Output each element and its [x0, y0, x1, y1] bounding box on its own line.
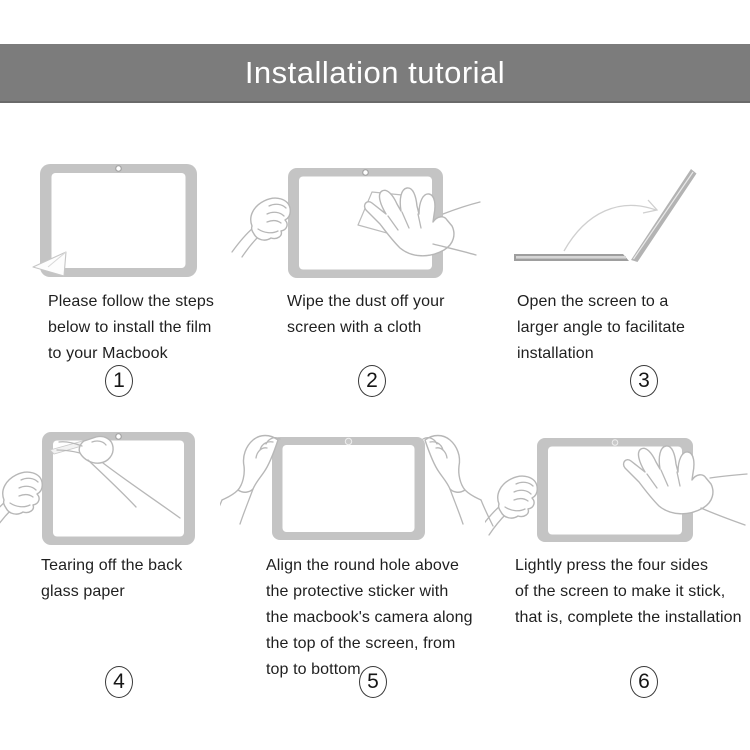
caption-line: Wipe the dust off your [287, 293, 445, 310]
caption-line: larger angle to facilitate [517, 319, 686, 336]
step-3-caption [517, 289, 685, 367]
step-2-number-badge: 2 [358, 365, 386, 397]
illustration-film-peel [20, 150, 240, 285]
left-hand-icon [485, 476, 537, 535]
left-hand-icon [0, 472, 42, 531]
header-banner [0, 44, 750, 103]
page-title: Installation tutorial [244, 54, 506, 90]
illustration-tear-back-paper [0, 420, 240, 560]
caption-line: Align the round hole above [266, 557, 459, 574]
caption-line: Please follow the steps [48, 293, 214, 310]
step-3 [490, 150, 750, 420]
step-4-number-badge: 4 [105, 666, 133, 698]
camera-icon [345, 438, 351, 444]
step-2 [240, 150, 490, 420]
caption-line: to your Macbook [48, 345, 168, 362]
illustration-align-film [220, 420, 500, 560]
caption-line: the macbook's camera along [266, 609, 473, 626]
step-2-caption [287, 289, 445, 341]
step-5-caption [266, 553, 473, 683]
camera-icon [612, 440, 618, 446]
caption-line: screen with a cloth [287, 319, 422, 336]
right-hand-icon [423, 436, 493, 527]
arm-line [701, 508, 745, 525]
caption-line: installation [517, 345, 594, 362]
step-4-caption [41, 553, 182, 605]
caption-line: that is, complete the installation [515, 609, 742, 626]
arm-line [443, 202, 480, 214]
caption-line: Tearing off the back [41, 557, 183, 574]
step-6-number-badge: 6 [630, 666, 658, 698]
step-1 [0, 150, 240, 420]
caption-line: top to bottom [266, 661, 361, 678]
step-6 [490, 420, 750, 750]
camera-icon [363, 170, 369, 176]
camera-icon [116, 166, 122, 172]
caption-line: below to install the film [48, 319, 212, 336]
caption-line: the top of the screen, from [266, 635, 456, 652]
camera-icon [116, 434, 122, 440]
left-hand-icon [220, 436, 280, 527]
illustration-open-laptop [490, 150, 750, 290]
caption-line: Lightly press the four sides [515, 557, 709, 574]
step-6-caption [515, 553, 742, 631]
screen-inner [283, 445, 415, 532]
caption-line: the protective sticker with [266, 583, 449, 600]
illustration-press-edges [485, 420, 750, 560]
step-3-number-badge: 3 [630, 365, 658, 397]
step-5-number-badge: 5 [359, 666, 387, 698]
laptop-base-highlight [516, 256, 626, 259]
step-1-number-badge: 1 [105, 365, 133, 397]
laptop-screen-highlight [634, 172, 694, 259]
step-5 [240, 420, 490, 750]
screen-inner [52, 173, 186, 268]
step-4 [0, 420, 240, 750]
caption-line: of the screen to make it stick, [515, 583, 726, 600]
caption-line: Open the screen to a [517, 293, 669, 310]
left-hand-icon [232, 198, 290, 257]
arm-line [710, 474, 747, 478]
illustration-wipe-screen [230, 150, 490, 290]
caption-line: glass paper [41, 583, 125, 600]
step-1-caption [48, 289, 214, 367]
